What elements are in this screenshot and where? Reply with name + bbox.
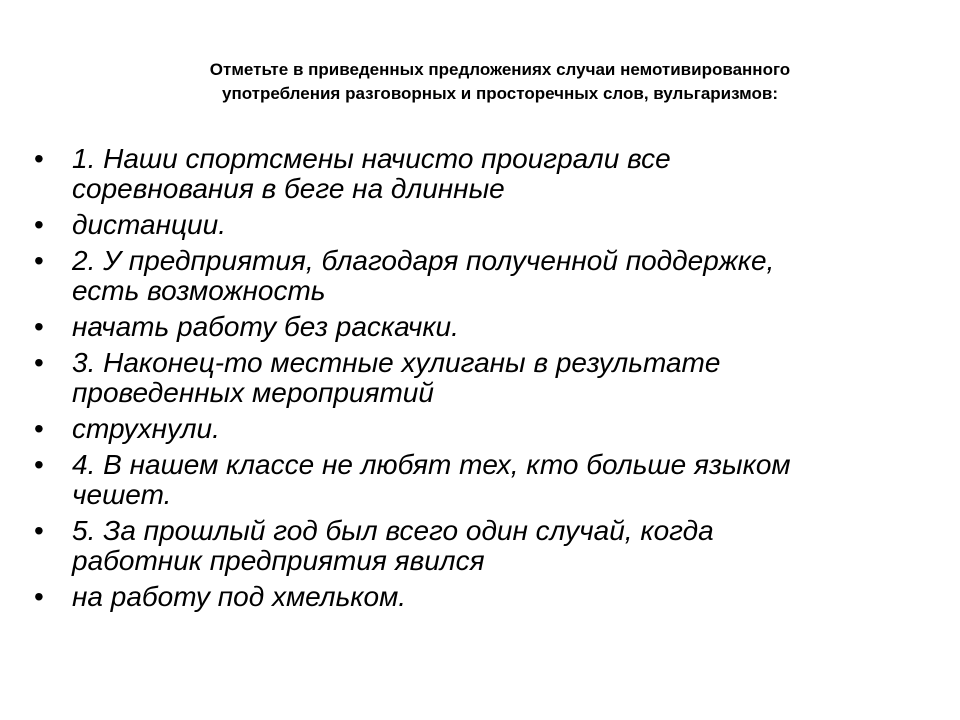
item-text-line: проведенных мероприятий — [72, 377, 434, 408]
item-text-line: начать работу без раскачки. — [72, 311, 459, 342]
list-item — [0, 210, 960, 240]
item-text-line: на работу под хмельком. — [72, 581, 407, 612]
list-item — [0, 414, 960, 444]
sentence-list — [0, 144, 960, 618]
item-text-line: 4. В нашем классе не любят тех, кто больше языком — [72, 449, 791, 480]
bullet-icon: • — [34, 245, 44, 276]
bullet-icon: • — [34, 209, 44, 240]
list-item — [0, 450, 960, 510]
item-text-line: 5. За прошлый год был всего один случай, когда — [72, 515, 714, 546]
list-item — [0, 144, 960, 204]
item-text-line: соревнования в беге на длинные — [72, 173, 505, 204]
item-text-line: 1. Наши спортсмены начисто проиграли все — [72, 143, 671, 174]
bullet-icon: • — [34, 413, 44, 444]
item-text-line: работник предприятия явился — [72, 545, 485, 576]
bullet-icon: • — [34, 347, 44, 378]
bullet-icon: • — [34, 311, 44, 342]
bullet-icon: • — [34, 449, 44, 480]
bullet-icon: • — [34, 143, 44, 174]
list-item — [0, 348, 960, 408]
item-text-line: дистанции. — [72, 209, 226, 240]
item-text-line: 2. У предприятия, благодаря полученной поддержке, — [72, 245, 775, 276]
list-item — [0, 582, 960, 612]
slide-heading — [100, 58, 900, 106]
bullet-icon: • — [34, 581, 44, 612]
list-item — [0, 246, 960, 306]
list-item — [0, 516, 960, 576]
heading-line-2: употребления разговорных и просторечных слов, вульгаризмов: — [221, 84, 779, 103]
item-text-line: есть возможность — [72, 275, 326, 306]
heading-line-1: Отметьте в приведенных предложениях случаи немотивированного — [209, 60, 791, 79]
item-text-line: струхнули. — [72, 413, 220, 444]
item-text-line: чешет. — [72, 479, 172, 510]
item-text-line: 3. Наконец-то местные хулиганы в результате — [72, 347, 721, 378]
list-item — [0, 312, 960, 342]
bullet-icon: • — [34, 515, 44, 546]
